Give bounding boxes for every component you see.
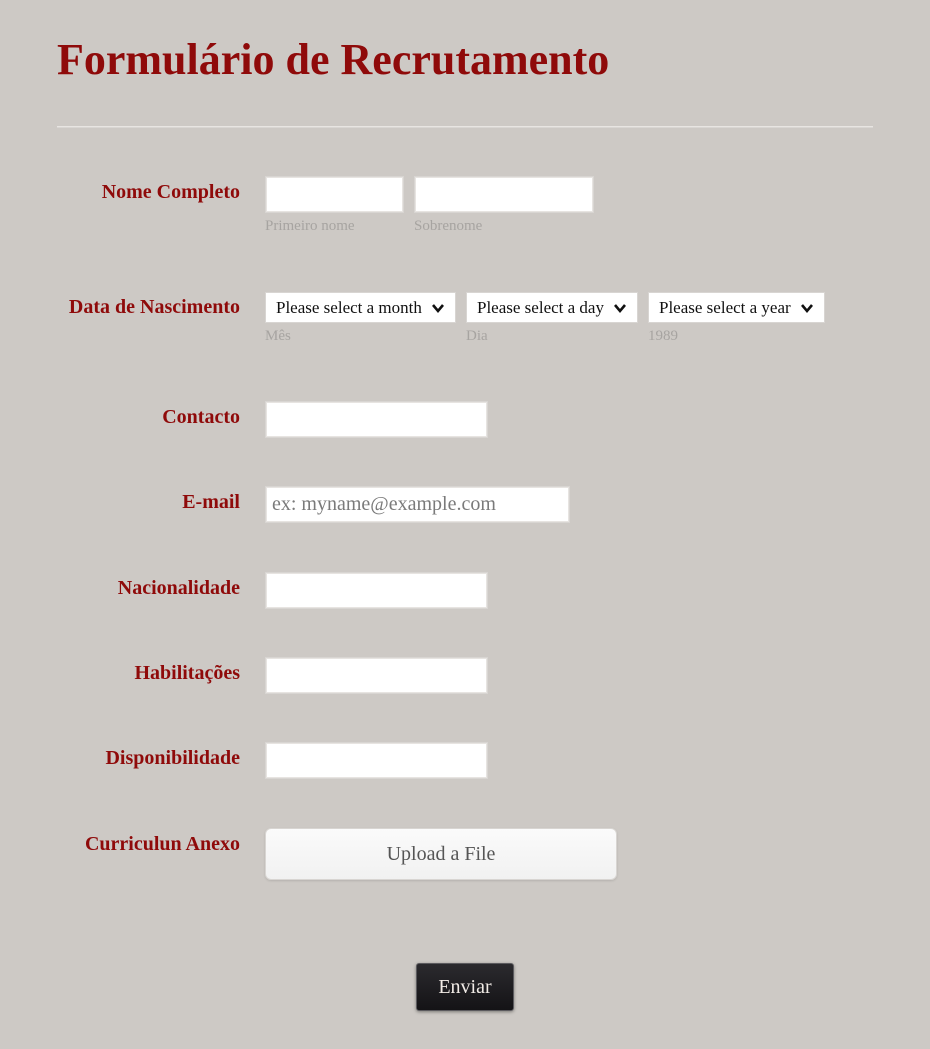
chevron-down-icon	[800, 301, 814, 315]
full-name-label: Nome Completo	[101, 181, 240, 203]
nationality-input[interactable]	[265, 572, 488, 609]
availability-input[interactable]	[265, 742, 488, 779]
contact-input[interactable]	[265, 401, 488, 438]
birth-date-label: Data de Nascimento	[68, 296, 240, 318]
email-input[interactable]	[265, 486, 570, 523]
year-sublabel: 1989	[648, 328, 678, 344]
title-divider	[57, 126, 873, 128]
nationality-label: Nacionalidade	[117, 577, 240, 599]
year-select[interactable]	[648, 292, 825, 323]
year-select-value: Please select a year	[659, 297, 791, 317]
chevron-down-icon	[431, 301, 445, 315]
page-title: Formulário de Recrutamento	[57, 35, 610, 84]
last-name-sublabel: Sobrenome	[414, 218, 483, 234]
month-sublabel: Mês	[265, 328, 291, 344]
qualifications-label: Habilitações	[134, 662, 240, 684]
availability-label: Disponibilidade	[105, 747, 240, 769]
month-select-value: Please select a month	[276, 297, 422, 317]
first-name-input[interactable]	[265, 176, 404, 213]
month-select[interactable]	[265, 292, 456, 323]
upload-file-button[interactable]: Upload a File	[265, 828, 617, 880]
first-name-sublabel: Primeiro nome	[265, 218, 355, 234]
day-select-value: Please select a day	[477, 297, 604, 317]
day-sublabel: Dia	[466, 328, 488, 344]
email-label: E-mail	[182, 491, 240, 513]
last-name-input[interactable]	[414, 176, 594, 213]
chevron-down-icon	[613, 301, 627, 315]
submit-button[interactable]: Enviar	[416, 963, 514, 1011]
day-select[interactable]	[466, 292, 638, 323]
resume-label: Curriculun Anexo	[84, 833, 240, 855]
contact-label: Contacto	[162, 406, 240, 428]
qualifications-input[interactable]	[265, 657, 488, 694]
